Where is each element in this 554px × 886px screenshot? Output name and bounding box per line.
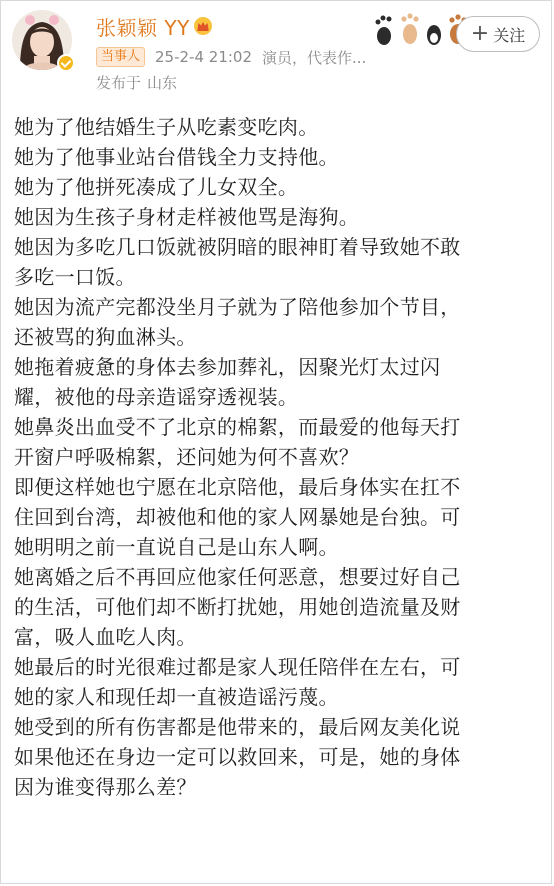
post-paragraph <box>14 652 544 712</box>
post-line: 多吃一口饭。 <box>14 265 136 289</box>
post-line: 还被骂的狗血淋头。 <box>14 325 197 349</box>
post-line: 她的家人和现任却一直被造谣污蔑。 <box>14 685 339 709</box>
post-line: 她受到的所有伤害都是他带来的，最后网友美化说 <box>14 715 461 739</box>
username-row <box>96 12 213 40</box>
post-paragraph <box>14 112 544 142</box>
post-line: 即便这样她也宁愿在北京陪他，最后身体实在扛不 <box>14 475 461 499</box>
post-paragraph <box>14 202 544 232</box>
location-row <box>96 72 177 93</box>
post-line: 住回到台湾，却被他和他的家人网暴她是台独。可 <box>14 505 461 529</box>
post-line: 富，吸人血吃人肉。 <box>14 625 197 649</box>
post-line: 她为了他事业站台借钱全力支持他。 <box>14 145 339 169</box>
verified-badge-icon <box>57 54 75 72</box>
post-paragraph <box>14 232 544 292</box>
post-line: 耀，被他的母亲造谣穿透视装。 <box>14 385 299 409</box>
party-badge: 当事人 <box>96 47 145 67</box>
post-line: 她为了他结婚生子从吃素变吃肉。 <box>14 115 319 139</box>
post-line: 她因为生孩子身材走样被他骂是海狗。 <box>14 205 360 229</box>
location: 山东 <box>147 74 178 92</box>
post-line: 她鼻炎出血受不了北京的棉絮，而最爱的他每天打 <box>14 415 461 439</box>
location-prefix: 发布于 <box>96 74 142 92</box>
post-paragraph <box>14 352 544 412</box>
follow-label: 关注 <box>493 25 526 45</box>
post-paragraph <box>14 712 544 802</box>
post-paragraph <box>14 412 544 472</box>
post-paragraph <box>14 172 544 202</box>
post-line: 她最后的时光很难过都是家人现任陪伴在左右，可 <box>14 655 461 679</box>
post-paragraph <box>14 292 544 352</box>
meta-row <box>96 46 366 68</box>
post-line: 开窗户呼吸棉絮，还问她为何不喜欢？ <box>14 445 360 469</box>
post-line: 她离婚之后不再回应他家任何恶意，想要过好自己 <box>14 565 461 589</box>
username[interactable]: 张颖颖 YY <box>96 15 190 40</box>
post-line: 她为了他拼死凑成了儿女双全。 <box>14 175 299 199</box>
timestamp: 25-2-4 21:02 <box>155 48 253 66</box>
plus-icon: + <box>470 21 490 46</box>
post-paragraph <box>14 472 544 562</box>
post-line: 她因为多吃几口饭就被阴暗的眼神盯着导致她不敢 <box>14 235 461 259</box>
post-line: 她拖着疲惫的身体去参加葬礼，因聚光灯太过闪 <box>14 355 441 379</box>
follow-button[interactable] <box>456 16 540 52</box>
post-line: 她因为流产完都没坐月子就为了陪他参加个节目， <box>14 295 461 319</box>
post-line: 她明明之前一直说自己是山东人啊。 <box>14 535 339 559</box>
post-body <box>14 112 544 802</box>
post-line: 因为谁变得那么差？ <box>14 775 197 799</box>
post-line: 的生活，可他们却不断打扰她，用她创造流量及财 <box>14 595 461 619</box>
source-label[interactable]: 演员，代表作... <box>262 48 367 67</box>
post-line: 如果他还在身边一定可以救回来，可是，她的身体 <box>14 745 461 769</box>
post-paragraph <box>14 142 544 172</box>
post-paragraph <box>14 562 544 652</box>
crown-icon <box>193 16 213 36</box>
